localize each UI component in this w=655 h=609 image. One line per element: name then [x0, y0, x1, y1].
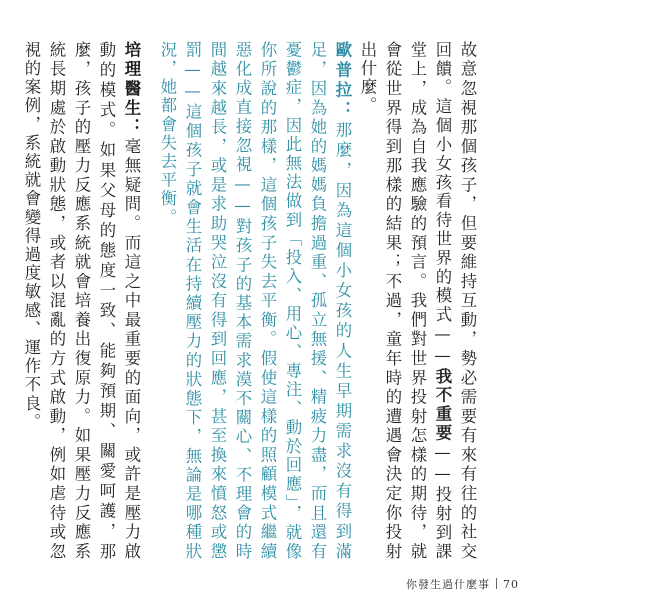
speaker-label-dr-perry: 培理醫生：	[122, 41, 141, 138]
paragraph-1-text-b: ——投射到課堂上，成為自我應驗的預言。我們對世界投射怎樣的期待，就會從世界得到那樣的結果；不過，童年時的遭遇會決定你投射出什麼。	[358, 41, 452, 561]
vertical-text-block	[8, 41, 480, 561]
page-number: 70	[503, 578, 519, 591]
speaker-label-oprah: 歐普拉：	[333, 41, 352, 122]
paragraph-1	[355, 41, 480, 561]
page-footer	[406, 576, 519, 592]
paragraph-1-text-a: 故意忽視那個孩子，但要維持互動，勢必需要有來有往的社交回饋。這個小女孩看待世界的模式——	[433, 41, 477, 561]
oprah-quote-text: 那麼，因為這個小女孩的人生早期需求沒有得到滿足，因為她的媽媽負擔過重、孤立無援、精疲力盡，而且還有憂鬱症，因此無法做到「投入、用心、專注、動於回應」，就像你所說的那樣，這個孩子失去平衡。假使這樣的照顧模式繼續惡化成直接忽視——對孩子的基本需求漠不關心、不理會的時間越來越長，或是求助哭泣沒有得到回應，甚至換來憤怒或懲罰——這個孩子就會生活在持續壓力的狀態下，無論是哪種狀況，她都會失去平衡。	[158, 41, 352, 562]
running-title: 你發生過什麼事	[406, 578, 490, 591]
paragraph-dr-perry	[19, 41, 144, 561]
paragraph-oprah-quote	[155, 41, 355, 561]
emphasis-phrase: 我不重要	[433, 367, 452, 443]
footer-separator	[496, 578, 497, 589]
dr-perry-text: 毫無疑問。而這之中最重要的面向，或許是壓力啟動的模式。如果父母的態度一致、能夠預期、關愛呵護，那麼，孩子的壓力反應系統就會培養出復原力。如果壓力反應系統長期處於啟動狀態，或者以混亂的方式啟動，例如虐待或忽視的案例，系統就會變得過度敏感、運作不良。	[22, 41, 141, 562]
